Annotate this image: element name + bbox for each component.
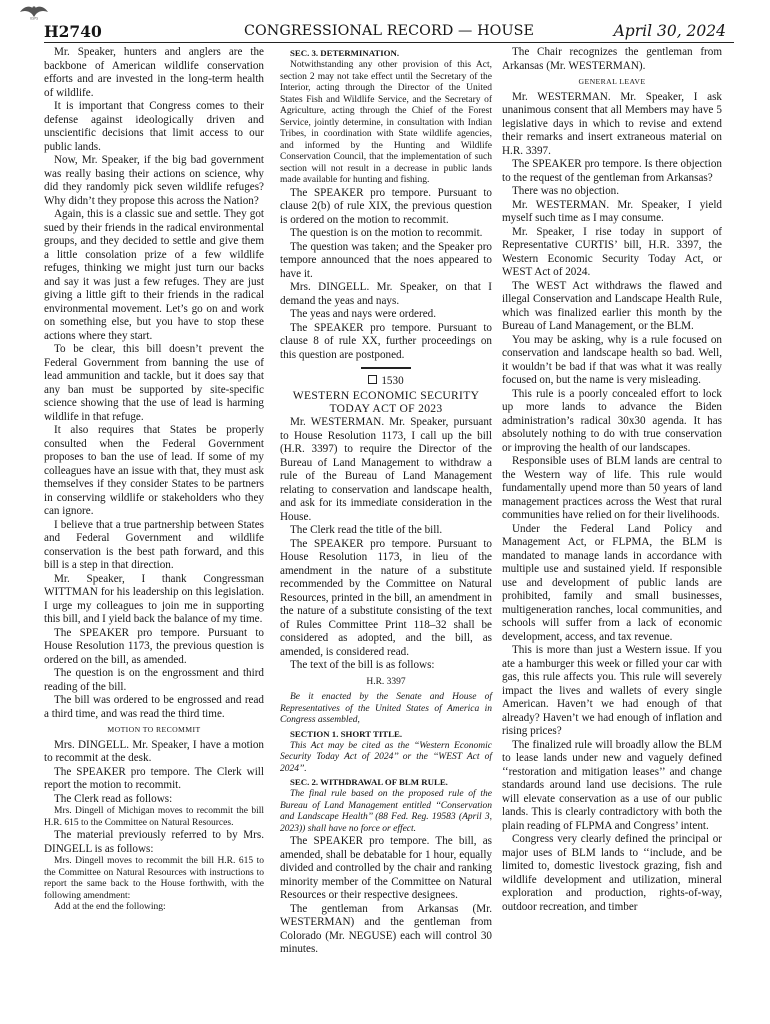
paragraph: The material previously referred to by Mrs. DINGELL is as follows: (44, 829, 264, 855)
bill-number: H.R. 3397 (366, 676, 406, 687)
bill-text: The final rule based on the proposed rule of the Bureau of Land Management entitled ‘‘Conservation and Landscape Health’’ (88 Fed. Reg. 19583 (April 3, 2023)) shall have no force or effect. (280, 789, 492, 834)
paragraph: There was no objection. (512, 185, 620, 197)
paragraph: The SPEAKER pro tempore. Pursuant to House Resolution 1173, the previous question is ordered on the bill, as amended. (44, 626, 264, 666)
paragraph: Mr. WESTERMAN. Mr. Speaker, I yield myself such time as I may consume. (502, 198, 722, 224)
paragraph: Again, this is a classic sue and settle. They got sued by their friends in the radical environmental groups, and they decided to settle and give them a little consolation prize of a few wildlife refuges, thinking we might just turn our backs and say it was just a few refuges. They are just giving a little gift to their friends in the radical environmental movement. Let’s go on and work on something else, but you have to stop these actions where they start. (44, 208, 264, 342)
paragraph: The SPEAKER pro tempore. Pursuant to clause 2(b) of rule XIX, the previous question is ordered on the motion to recommit. (280, 186, 492, 226)
subheading: GENERAL LEAVE (578, 77, 646, 86)
section-heading: SEC. 2. WITHDRAWAL OF BLM RULE. (290, 777, 448, 788)
section-heading: SECTION 1. SHORT TITLE. (290, 728, 403, 739)
paragraph: The SPEAKER pro tempore. Pursuant to House Resolution 1173, in lieu of the amendment in the nature of a substitute recommended by the Committee on Natural Resources, printed in the bill, an amendment in the nature of a substitute consisting of the text of Rules Committee Print 118–32 shall be considered as adopted, and the bill, as amended, is considered read. (280, 537, 492, 658)
time-box-icon (368, 375, 377, 384)
paragraph: Congress very clearly defined the principal or major uses of BLM lands to ‘‘include, and be limited to, domestic livestock grazing, fish and wildlife development and utilization, mineral exploration and production, rights-of-way, outdoor recreation, and timber (502, 833, 722, 913)
paragraph: Mrs. DINGELL. Mr. Speaker, on that I demand the yeas and nays. (280, 281, 492, 307)
paragraph: Now, Mr. Speaker, if the big bad government was really basing their actions on science, why did they randomly pick seven wildlife refuges? Why didn’t they propose this across the Nation? (44, 154, 264, 207)
paragraph: Responsible uses of BLM lands are central to the Western way of life. This rule would fundamentally upend more than 50 years of land management practices across the West that rural communities have relied on for their livelihoods. (502, 455, 722, 521)
publication-date: April 30, 2024 (613, 22, 726, 40)
quoted-text: Notwithstanding any other provision of this Act, section 2 may not take effect until the Secretary of the Interior, acting through the Director of the United States Fish and Wildlife Service, and the Secretary of Agriculture, acting through the Chief of the Forest Service, jointly determine, in consultation with Indian Tribes, in coordination with State wildlife agencies, and informed by the Hunting and Wildlife Conservation Council, that the implementation of such section will not result in a decrease in public lands made available for hunting and fishing. (280, 60, 492, 185)
paragraph: Under the Federal Land Policy and Management Act, or FLPMA, the BLM is mandated to manage lands in accordance with multiple use and sustained yield. If responsible use and development of public lands are prohibited, family and small businesses, multigeneration ranches, local communities, and schools will suffer from a lack of economic development, access, and tax revenue. (502, 522, 722, 643)
paragraph: I believe that a true partnership between States and Federal Government and wildlife conservation is the best path forward, and this bill is a step in that direction. (44, 518, 264, 571)
paragraph: Mr. Speaker, I thank Congressman WITTMAN for his leadership on this legislation. I urge my colleagues to join me in supporting this bill, and I yield back the balance of my time. (44, 572, 264, 625)
paragraph: Mrs. DINGELL. Mr. Speaker, I have a motion to recommit at the desk. (44, 738, 264, 764)
section-divider (361, 367, 411, 369)
paragraph: The Clerk read as follows: (54, 792, 173, 805)
paragraph: The WEST Act withdraws the flawed and illegal Conservation and Landscape Health Rule, which was finalized earlier this month by the Bureau of Land Management, or the BLM. (502, 279, 722, 332)
paragraph: The SPEAKER pro tempore. The Clerk will report the motion to recommit. (44, 765, 264, 791)
logo-text: USPS (29, 16, 39, 20)
paragraph: The text of the bill is as follows: (290, 659, 435, 672)
paragraph: You may be asking, why is a rule focused on conservation and landscape health so bad. Well, it wouldn’t be bad if that was what it was really focused on, but the name is very misleading. (502, 333, 722, 386)
paragraph: The yeas and nays were ordered. (290, 308, 436, 320)
paragraph: To be clear, this bill doesn’t prevent the Federal Government from banning the use of lead ammunition and tackle, but it does say that any ban must be supported by site-specific science showing that the use of lead is harming wildlife in that refuge. (44, 343, 264, 423)
time-stamp (280, 375, 492, 389)
time-text: 1530 (381, 375, 404, 387)
paragraph: The Clerk read the title of the bill. (290, 524, 443, 537)
page-header (44, 22, 734, 42)
quoted-text: Add at the end the following: (54, 902, 166, 912)
paragraph: The SPEAKER pro tempore. Pursuant to clause 8 of rule XX, further proceedings on this question are postponed. (280, 321, 492, 361)
column-2 (280, 46, 492, 957)
paragraph: This is more than just a Western issue. If you ate a hamburger this week or filled your car with gas, this rule affects you. This rule will severely impact the lives and wallets of every single American. Haven’t we had enough of that already? Haven’t we had enough of inflation and rising prices? (502, 644, 722, 737)
paragraph: The bill was ordered to be engrossed and read a third time, and was read the third time. (44, 694, 264, 720)
paragraph: The gentleman from Arkansas (Mr. WESTERMAN) and the gentleman from Colorado (Mr. NEGUSE) each will control 30 minutes. (280, 902, 492, 956)
publication-title: CONGRESSIONAL RECORD — HOUSE (243, 23, 535, 39)
paragraph: It is important that Congress comes to their defense against ideologically driven and unscientific decisions that limit access to our public lands. (44, 100, 264, 153)
paragraph: It also requires that States be properly consulted when the Federal Government proposes to ban the use of lead. If some of my colleagues have an issue with that, they must ask themselves if they consider States to be partners in conserving wildlife or stakeholders who they can ignore. (44, 424, 264, 517)
bill-title: WESTERN ECONOMIC SECURITY TODAY ACT OF 2023 (292, 388, 480, 416)
paragraph: Mr. Speaker, I rise today in support of Representative CURTIS’ bill, H.R. 3397, the Western Economic Security Today Act, or WEST Act of 2024. (502, 225, 722, 278)
paragraph: This rule is a poorly concealed effort to lock up more lands to advance the Biden administration’s radical 30x30 agenda. It has absolutely nothing to do with true conservation or improving the health of our landscapes. (502, 387, 722, 454)
paragraph: The finalized rule will broadly allow the BLM to lease lands under new and vaguely defined ‘‘restoration and mitigation leases’’ and change standards around land use decisions. The rule will elevate conservation as a use of our public lands. This is clearly contradictory with both the plain reading of FLPMA and Congress’ intent. (502, 738, 722, 832)
paragraph: Mr. WESTERMAN. Mr. Speaker, I ask unanimous consent that all Members may have 5 legislative days in which to revise and extend their remarks and insert extraneous material on H.R. 3397. (502, 90, 722, 157)
quoted-text: Mrs. Dingell of Michigan moves to recommit the bill H.R. 615 to the Committee on Natural Resources. (44, 806, 264, 828)
bill-text: Be it enacted by the Senate and House of Representatives of the United States of America in Congress assembled, (280, 692, 492, 726)
quoted-text: Mrs. Dingell moves to recommit the bill H.R. 615 to the Committee on Natural Resources with instructions to report the same back to the House forthwith, with the following amendment: (44, 856, 264, 901)
paragraph: Mr. Speaker, hunters and anglers are the backbone of American wildlife conservation efforts and are invested in the long-term health of wildlife. (44, 46, 264, 99)
subheading: MOTION TO RECOMMIT (107, 725, 201, 734)
paragraph: The SPEAKER pro tempore. The bill, as amended, shall be debatable for 1 hour, equally divided and controlled by the chair and ranking minority member of the Committee on Natural Resources or their respective designees. (280, 835, 492, 902)
paragraph: The question is on the engrossment and third reading of the bill. (44, 667, 264, 693)
paragraph: The SPEAKER pro tempore. Is there objection to the request of the gentleman from Arkansas? (502, 158, 722, 184)
bill-text: This Act may be cited as the ‘‘Western Economic Security Today Act of 2024’’ or the ‘‘WEST Act of 2024’’. (280, 740, 492, 774)
section-heading: SEC. 3. DETERMINATION. (290, 48, 400, 58)
paragraph: The Chair recognizes the gentleman from Arkansas (Mr. WESTERMAN). (502, 46, 722, 72)
eagle-logo-icon (18, 2, 50, 20)
column-3 (502, 46, 722, 914)
paragraph: The question is on the motion to recommit. (290, 227, 483, 239)
column-1 (44, 46, 264, 914)
page-number: H2740 (44, 22, 102, 41)
paragraph: The question was taken; and the Speaker pro tempore announced that the noes appeared to have it. (280, 240, 492, 280)
header-rule (44, 42, 734, 43)
paragraph: Mr. WESTERMAN. Mr. Speaker, pursuant to House Resolution 1173, I call up the bill (H.R. 3397) to require the Director of the Bureau of Land Management to withdraw a rule of the Bureau of Land Management relating to conservation and landscape health, and ask for its immediate consideration in the House. (280, 416, 492, 523)
